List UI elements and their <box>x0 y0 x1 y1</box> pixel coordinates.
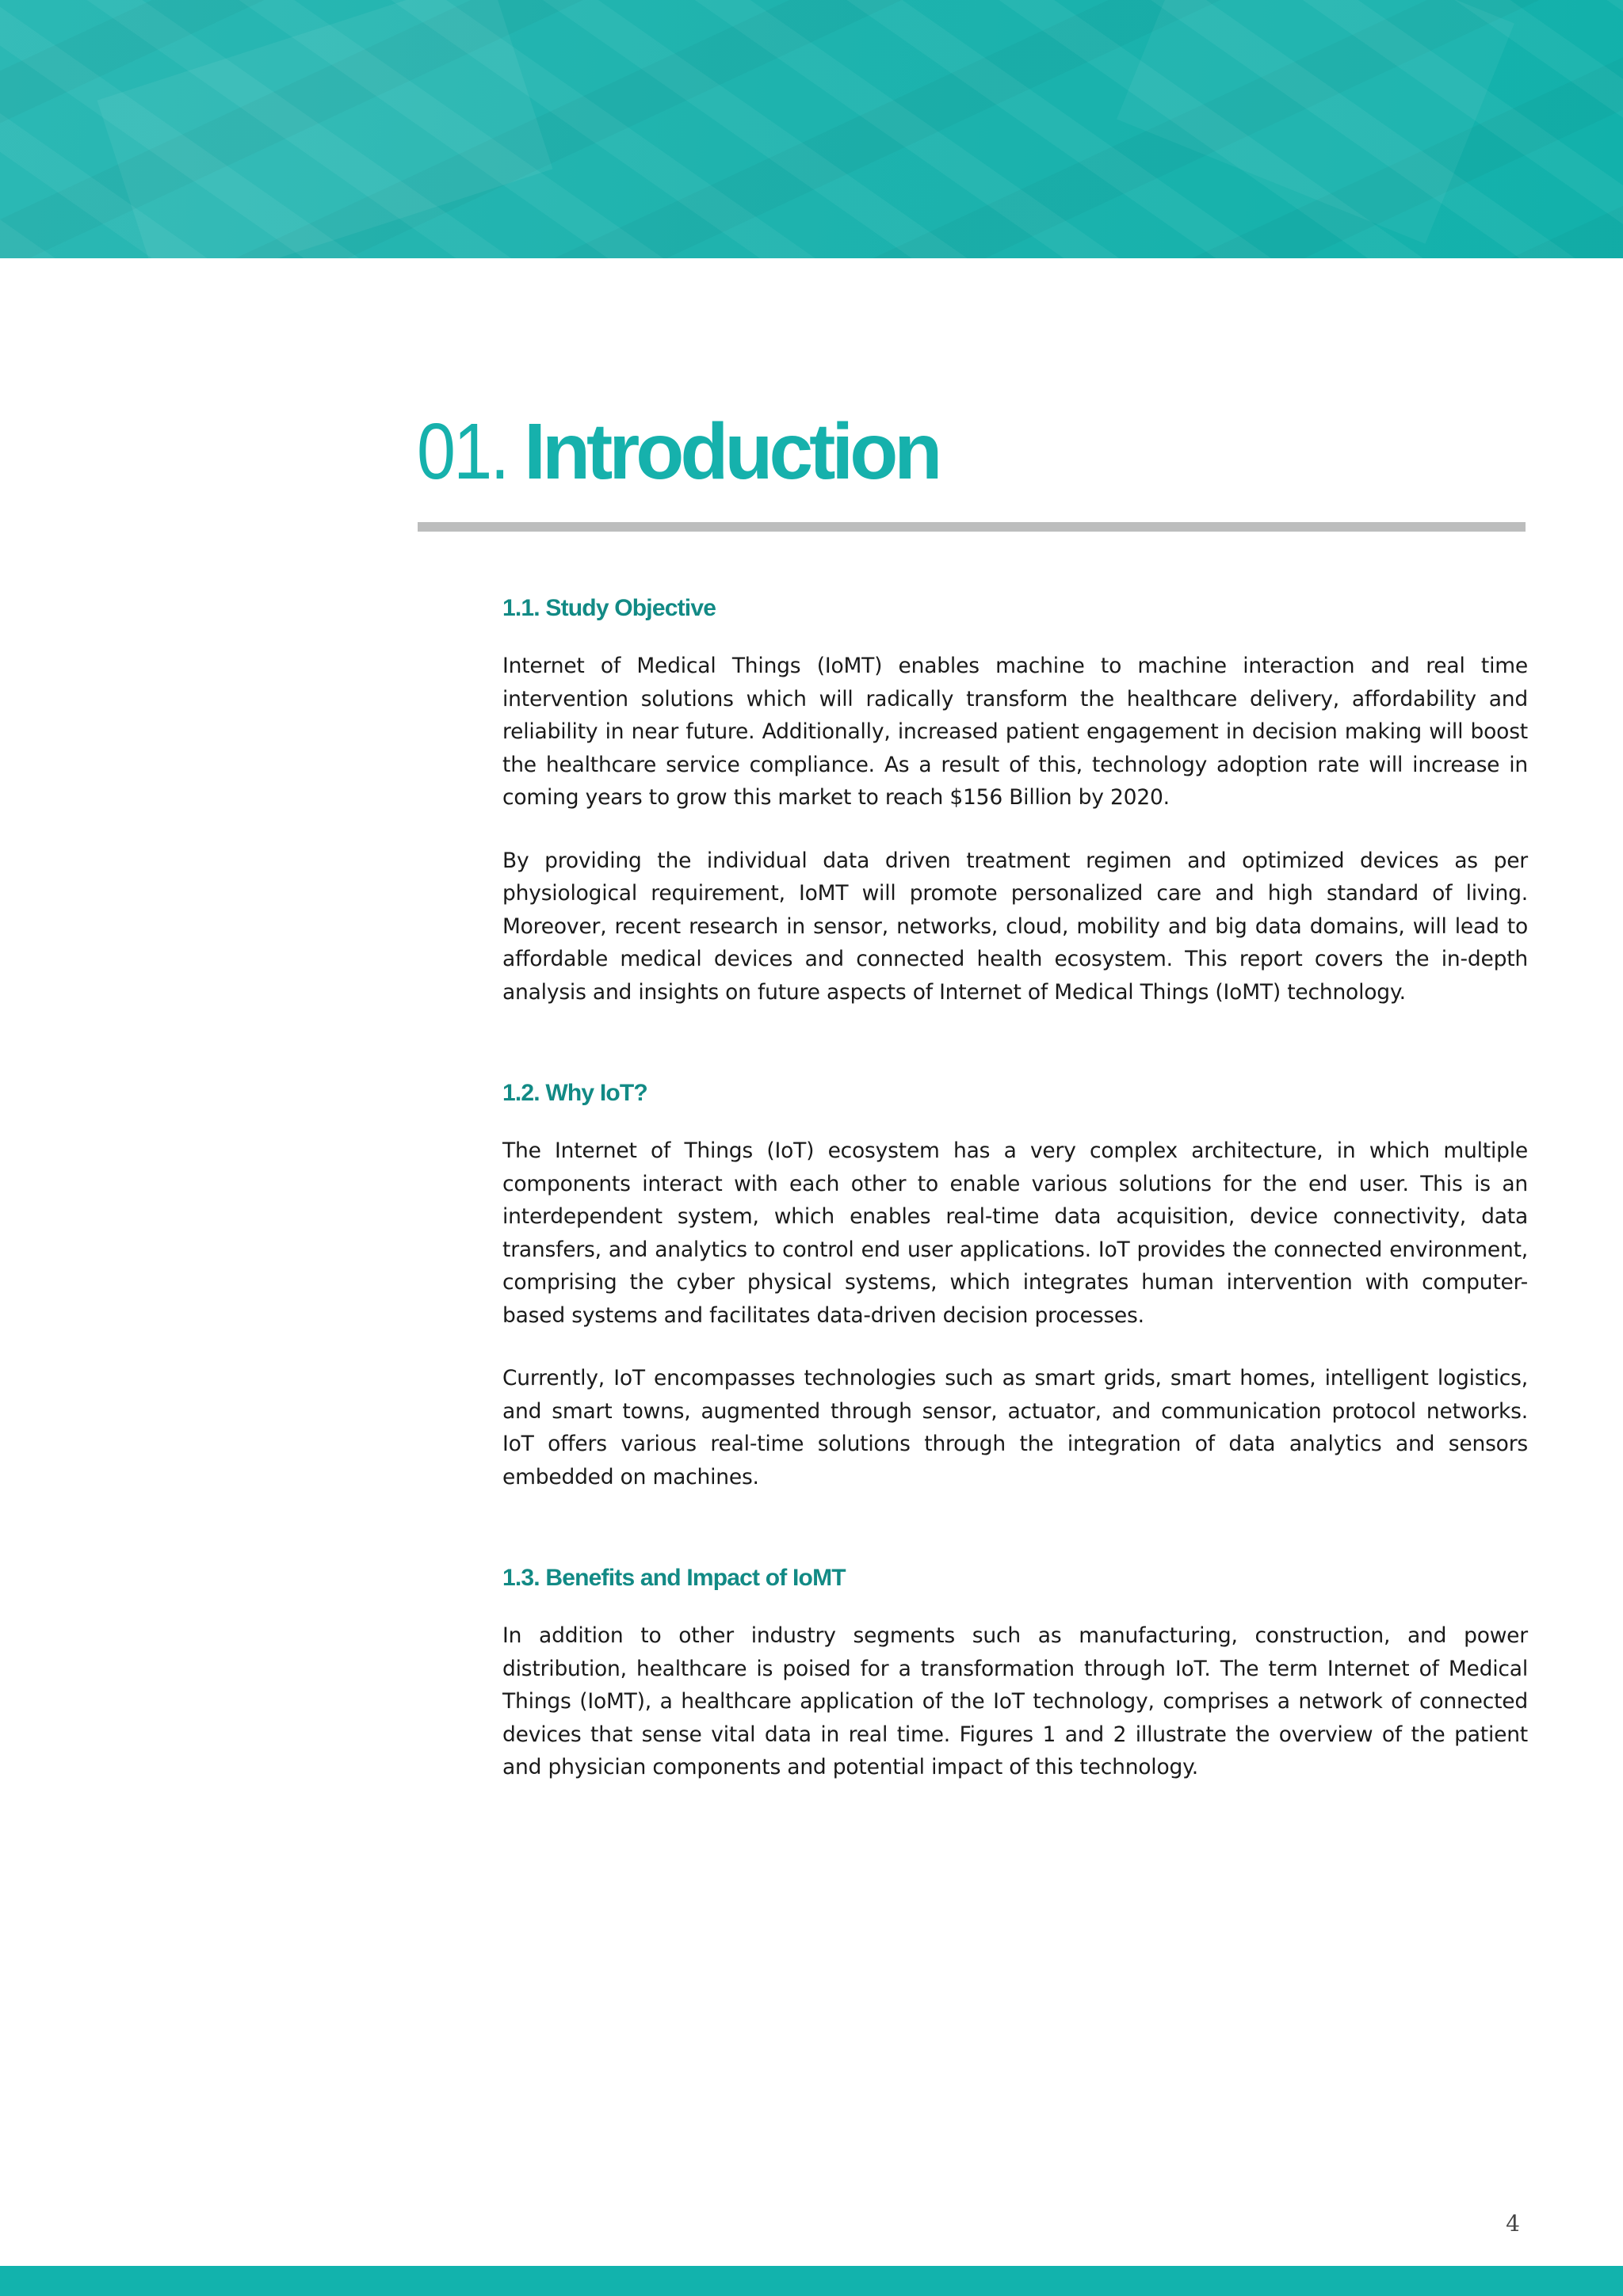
footer-bar <box>0 2266 1623 2296</box>
section-study-objective <box>502 589 1528 1009</box>
page-number: 4 <box>1506 2210 1520 2237</box>
paragraph: Internet of Medical Things (IoMT) enables machine to machine interaction and real time intervention solutions which will radically transform the healthcare delivery, affordability and reliability in near future. Additionally, increased patient engagement in decision making will boost the healthcare service compliance. As a result of this, technology adoption rate will increase in coming years to grow this market to reach $156 Billion by 2020. <box>502 654 1528 810</box>
section-why-iot <box>502 1074 1528 1493</box>
heading-divider <box>418 522 1526 532</box>
chapter-heading <box>417 407 939 496</box>
chapter-number: 01. <box>417 407 508 496</box>
main-content <box>502 589 1528 1814</box>
section-title: 1.2. Why IoT? <box>502 1080 647 1106</box>
section-title: 1.1. Study Objective <box>502 595 716 621</box>
paragraph: The Internet of Things (IoT) ecosystem has a very complex architecture, in which multiple components interact with each other to enable various solutions for the end user. This is an interdependent system, which enables real-time data acquisition, device connectivity, data transfers, and analytics to control end user applications. IoT provides the connected environment, comprising the cyber physical systems, which integrates human intervention with computer-based systems and facilitates data-driven decision processes. <box>502 1138 1528 1328</box>
paragraph: Currently, IoT encompasses technologies such as smart grids, smart homes, intelligent logistics, and smart towns, augmented through sensor, actuator, and communication protocol networks. IoT offers various real-time solutions through the integration of data analytics and sensors embedded on machines. <box>502 1366 1528 1489</box>
header-banner <box>0 0 1623 258</box>
chapter-title: Introduction <box>524 407 939 496</box>
paragraph: In addition to other industry segments such as manufacturing, construction, and power distribution, healthcare is poised for a transformation through IoT. The term Internet of Medical Things (IoMT), a healthcare application of the IoT technology, comprises a network of connected devices that sense vital data in real time. Figures 1 and 2 illustrate the overview of the patient and physician components and potential impact of this technology. <box>502 1623 1528 1779</box>
section-benefits-impact <box>502 1559 1528 1784</box>
paragraph: By providing the individual data driven treatment regimen and optimized devices as per physiological requirement, IoMT will promote personalized care and high standard of living. Moreover, recent research in sensor, networks, cloud, mobility and big data domains, will lead to affordable medical devices and connected health ecosystem. This report covers the in-depth analysis and insights on future aspects of Internet of Medical Things (IoMT) technology. <box>502 848 1528 1005</box>
section-title: 1.3. Benefits and Impact of IoMT <box>502 1565 846 1591</box>
